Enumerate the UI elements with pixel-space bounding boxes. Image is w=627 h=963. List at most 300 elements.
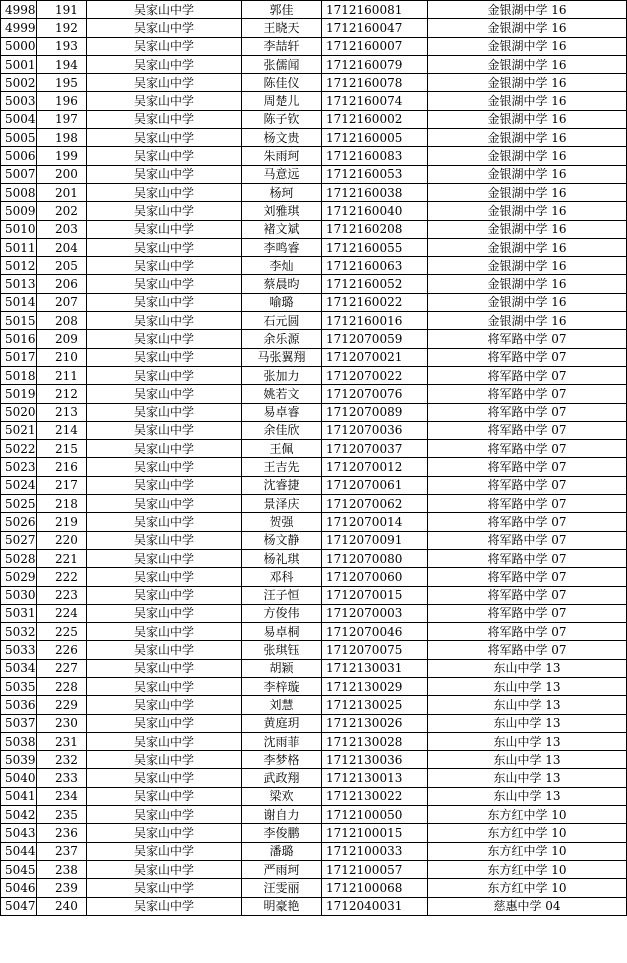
exam-site-cell: 将军路中学 07 [428, 348, 627, 366]
row-index-cell: 4998 [1, 1, 37, 19]
exam-id-cell: 1712070037 [322, 440, 428, 458]
school-cell: 吴家山中学 [87, 458, 242, 476]
school-cell: 吴家山中学 [87, 769, 242, 787]
student-name-cell: 黄庭玥 [242, 714, 322, 732]
school-cell: 吴家山中学 [87, 19, 242, 37]
seq-number-cell: 209 [37, 330, 87, 348]
exam-id-cell: 1712130029 [322, 677, 428, 695]
seq-number-cell: 213 [37, 403, 87, 421]
table-row [1, 732, 627, 750]
exam-site-cell: 金银湖中学 16 [428, 110, 627, 128]
table-row [1, 860, 627, 878]
seq-number-cell: 217 [37, 476, 87, 494]
exam-id-cell: 1712160063 [322, 257, 428, 275]
exam-site-cell: 将军路中学 07 [428, 440, 627, 458]
row-index-cell: 5018 [1, 366, 37, 384]
exam-id-cell: 1712130025 [322, 696, 428, 714]
seq-number-cell: 228 [37, 677, 87, 695]
row-index-cell: 5016 [1, 330, 37, 348]
exam-id-cell: 1712070003 [322, 604, 428, 622]
table-row [1, 366, 627, 384]
exam-id-cell: 1712130013 [322, 769, 428, 787]
student-name-cell: 石元圆 [242, 312, 322, 330]
row-index-cell: 5001 [1, 55, 37, 73]
student-name-cell: 褚文斌 [242, 220, 322, 238]
row-index-cell: 5020 [1, 403, 37, 421]
exam-id-cell: 1712070015 [322, 586, 428, 604]
school-cell: 吴家山中学 [87, 860, 242, 878]
school-cell: 吴家山中学 [87, 55, 242, 73]
row-index-cell: 5025 [1, 495, 37, 513]
exam-id-cell: 1712160007 [322, 37, 428, 55]
seq-number-cell: 223 [37, 586, 87, 604]
exam-id-cell: 1712100068 [322, 879, 428, 897]
table-row [1, 659, 627, 677]
school-cell: 吴家山中学 [87, 659, 242, 677]
school-cell: 吴家山中学 [87, 714, 242, 732]
seq-number-cell: 199 [37, 147, 87, 165]
row-index-cell: 5005 [1, 129, 37, 147]
school-cell: 吴家山中学 [87, 824, 242, 842]
seq-number-cell: 212 [37, 385, 87, 403]
table-row [1, 458, 627, 476]
table-row [1, 275, 627, 293]
exam-id-cell: 1712130031 [322, 659, 428, 677]
exam-id-cell: 1712160078 [322, 74, 428, 92]
school-cell: 吴家山中学 [87, 531, 242, 549]
table-row [1, 568, 627, 586]
student-name-cell: 沈睿捷 [242, 476, 322, 494]
table-row [1, 385, 627, 403]
exam-id-cell: 1712160081 [322, 1, 428, 19]
school-cell: 吴家山中学 [87, 92, 242, 110]
table-row [1, 806, 627, 824]
student-name-cell: 马张翼翔 [242, 348, 322, 366]
row-index-cell: 5006 [1, 147, 37, 165]
table-row [1, 897, 627, 915]
exam-site-cell: 将军路中学 07 [428, 531, 627, 549]
exam-id-cell: 1712070046 [322, 623, 428, 641]
school-cell: 吴家山中学 [87, 348, 242, 366]
row-index-cell: 5012 [1, 257, 37, 275]
school-cell: 吴家山中学 [87, 293, 242, 311]
seq-number-cell: 237 [37, 842, 87, 860]
table-row [1, 586, 627, 604]
row-index-cell: 5028 [1, 549, 37, 567]
student-name-cell: 杨文贵 [242, 129, 322, 147]
seq-number-cell: 236 [37, 824, 87, 842]
seq-number-cell: 193 [37, 37, 87, 55]
exam-site-cell: 金银湖中学 16 [428, 19, 627, 37]
table-row [1, 183, 627, 201]
table-row [1, 312, 627, 330]
row-index-cell: 5042 [1, 806, 37, 824]
table-row [1, 714, 627, 732]
row-index-cell: 5027 [1, 531, 37, 549]
exam-id-cell: 1712160083 [322, 147, 428, 165]
row-index-cell: 5040 [1, 769, 37, 787]
exam-id-cell: 1712070062 [322, 495, 428, 513]
exam-site-cell: 将军路中学 07 [428, 568, 627, 586]
exam-id-cell: 1712160079 [322, 55, 428, 73]
table-row [1, 513, 627, 531]
table-row [1, 879, 627, 897]
row-index-cell: 5013 [1, 275, 37, 293]
table-row [1, 604, 627, 622]
table-row [1, 202, 627, 220]
row-index-cell: 5033 [1, 641, 37, 659]
school-cell: 吴家山中学 [87, 549, 242, 567]
student-name-cell: 杨文静 [242, 531, 322, 549]
seq-number-cell: 220 [37, 531, 87, 549]
table-row [1, 677, 627, 695]
row-index-cell: 4999 [1, 19, 37, 37]
table-row [1, 549, 627, 567]
table-row [1, 257, 627, 275]
exam-id-cell: 1712160016 [322, 312, 428, 330]
exam-site-cell: 金银湖中学 16 [428, 275, 627, 293]
exam-id-cell: 1712070060 [322, 568, 428, 586]
student-name-cell: 余乐源 [242, 330, 322, 348]
student-name-cell: 李梦格 [242, 751, 322, 769]
row-index-cell: 5047 [1, 897, 37, 915]
row-index-cell: 5014 [1, 293, 37, 311]
row-index-cell: 5024 [1, 476, 37, 494]
school-cell: 吴家山中学 [87, 275, 242, 293]
seq-number-cell: 229 [37, 696, 87, 714]
student-name-cell: 潘璐 [242, 842, 322, 860]
seq-number-cell: 215 [37, 440, 87, 458]
table-row [1, 696, 627, 714]
student-name-cell: 张加力 [242, 366, 322, 384]
student-name-cell: 张琪钰 [242, 641, 322, 659]
seq-number-cell: 240 [37, 897, 87, 915]
row-index-cell: 5034 [1, 659, 37, 677]
exam-site-cell: 金银湖中学 16 [428, 37, 627, 55]
school-cell: 吴家山中学 [87, 897, 242, 915]
row-index-cell: 5019 [1, 385, 37, 403]
row-index-cell: 5043 [1, 824, 37, 842]
student-name-cell: 严雨珂 [242, 860, 322, 878]
school-cell: 吴家山中学 [87, 586, 242, 604]
exam-id-cell: 1712130036 [322, 751, 428, 769]
student-name-cell: 汪雯丽 [242, 879, 322, 897]
school-cell: 吴家山中学 [87, 238, 242, 256]
row-index-cell: 5046 [1, 879, 37, 897]
school-cell: 吴家山中学 [87, 440, 242, 458]
exam-id-cell: 1712070076 [322, 385, 428, 403]
table-row [1, 787, 627, 805]
seq-number-cell: 226 [37, 641, 87, 659]
exam-site-cell: 东山中学 13 [428, 696, 627, 714]
school-cell: 吴家山中学 [87, 147, 242, 165]
row-index-cell: 5022 [1, 440, 37, 458]
row-index-cell: 5026 [1, 513, 37, 531]
school-cell: 吴家山中学 [87, 513, 242, 531]
seq-number-cell: 222 [37, 568, 87, 586]
student-name-cell: 谢自力 [242, 806, 322, 824]
exam-id-cell: 1712070014 [322, 513, 428, 531]
row-index-cell: 5007 [1, 165, 37, 183]
student-name-cell: 余佳欣 [242, 421, 322, 439]
school-cell: 吴家山中学 [87, 696, 242, 714]
table-row [1, 751, 627, 769]
row-index-cell: 5030 [1, 586, 37, 604]
school-cell: 吴家山中学 [87, 495, 242, 513]
exam-id-cell: 1712070089 [322, 403, 428, 421]
exam-id-cell: 1712130028 [322, 732, 428, 750]
seq-number-cell: 195 [37, 74, 87, 92]
seq-number-cell: 234 [37, 787, 87, 805]
student-name-cell: 贺强 [242, 513, 322, 531]
student-name-cell: 武政翔 [242, 769, 322, 787]
seq-number-cell: 235 [37, 806, 87, 824]
student-name-cell: 杨珂 [242, 183, 322, 201]
exam-id-cell: 1712160052 [322, 275, 428, 293]
exam-site-cell: 金银湖中学 16 [428, 293, 627, 311]
school-cell: 吴家山中学 [87, 366, 242, 384]
exam-site-cell: 将军路中学 07 [428, 458, 627, 476]
row-index-cell: 5002 [1, 74, 37, 92]
table-row [1, 623, 627, 641]
exam-id-cell: 1712070012 [322, 458, 428, 476]
exam-site-cell: 将军路中学 07 [428, 385, 627, 403]
seq-number-cell: 218 [37, 495, 87, 513]
exam-site-cell: 东山中学 13 [428, 732, 627, 750]
exam-site-cell: 将军路中学 07 [428, 604, 627, 622]
exam-site-cell: 金银湖中学 16 [428, 183, 627, 201]
row-index-cell: 5011 [1, 238, 37, 256]
seq-number-cell: 221 [37, 549, 87, 567]
table-row [1, 440, 627, 458]
seq-number-cell: 230 [37, 714, 87, 732]
student-name-cell: 邓科 [242, 568, 322, 586]
row-index-cell: 5041 [1, 787, 37, 805]
exam-site-cell: 东方红中学 10 [428, 824, 627, 842]
exam-id-cell: 1712070021 [322, 348, 428, 366]
exam-id-cell: 1712100015 [322, 824, 428, 842]
table-row [1, 238, 627, 256]
table-row [1, 769, 627, 787]
seq-number-cell: 204 [37, 238, 87, 256]
seq-number-cell: 192 [37, 19, 87, 37]
row-index-cell: 5037 [1, 714, 37, 732]
seq-number-cell: 194 [37, 55, 87, 73]
exam-id-cell: 1712160002 [322, 110, 428, 128]
student-name-cell: 李鸣睿 [242, 238, 322, 256]
exam-site-cell: 将军路中学 07 [428, 495, 627, 513]
seq-number-cell: 207 [37, 293, 87, 311]
exam-site-cell: 东山中学 13 [428, 659, 627, 677]
row-index-cell: 5031 [1, 604, 37, 622]
seq-number-cell: 210 [37, 348, 87, 366]
exam-site-cell: 东方红中学 10 [428, 806, 627, 824]
seq-number-cell: 219 [37, 513, 87, 531]
exam-site-cell: 东山中学 13 [428, 714, 627, 732]
row-index-cell: 5021 [1, 421, 37, 439]
exam-site-cell: 东方红中学 10 [428, 842, 627, 860]
student-name-cell: 景泽庆 [242, 495, 322, 513]
table-row [1, 55, 627, 73]
row-index-cell: 5045 [1, 860, 37, 878]
table-row [1, 641, 627, 659]
school-cell: 吴家山中学 [87, 312, 242, 330]
seq-number-cell: 216 [37, 458, 87, 476]
school-cell: 吴家山中学 [87, 476, 242, 494]
exam-site-cell: 将军路中学 07 [428, 403, 627, 421]
student-name-cell: 杨礼琪 [242, 549, 322, 567]
student-name-cell: 姚若文 [242, 385, 322, 403]
score-table-body [1, 1, 627, 916]
table-row [1, 330, 627, 348]
seq-number-cell: 201 [37, 183, 87, 201]
seq-number-cell: 214 [37, 421, 87, 439]
school-cell: 吴家山中学 [87, 732, 242, 750]
row-index-cell: 5000 [1, 37, 37, 55]
exam-id-cell: 1712160038 [322, 183, 428, 201]
student-name-cell: 易卓睿 [242, 403, 322, 421]
exam-site-cell: 东山中学 13 [428, 751, 627, 769]
student-name-cell: 方俊伟 [242, 604, 322, 622]
table-row [1, 92, 627, 110]
table-row [1, 403, 627, 421]
exam-site-cell: 金银湖中学 16 [428, 220, 627, 238]
row-index-cell: 5044 [1, 842, 37, 860]
exam-id-cell: 1712160022 [322, 293, 428, 311]
table-row [1, 110, 627, 128]
exam-id-cell: 1712040031 [322, 897, 428, 915]
table-row [1, 495, 627, 513]
student-name-cell: 马意远 [242, 165, 322, 183]
school-cell: 吴家山中学 [87, 257, 242, 275]
school-cell: 吴家山中学 [87, 568, 242, 586]
seq-number-cell: 191 [37, 1, 87, 19]
seq-number-cell: 208 [37, 312, 87, 330]
exam-site-cell: 金银湖中学 16 [428, 1, 627, 19]
exam-site-cell: 将军路中学 07 [428, 641, 627, 659]
row-index-cell: 5015 [1, 312, 37, 330]
school-cell: 吴家山中学 [87, 183, 242, 201]
exam-site-cell: 将军路中学 07 [428, 476, 627, 494]
seq-number-cell: 224 [37, 604, 87, 622]
exam-id-cell: 1712160074 [322, 92, 428, 110]
row-index-cell: 5039 [1, 751, 37, 769]
table-row [1, 421, 627, 439]
student-name-cell: 刘慧 [242, 696, 322, 714]
school-cell: 吴家山中学 [87, 623, 242, 641]
seq-number-cell: 196 [37, 92, 87, 110]
row-index-cell: 5010 [1, 220, 37, 238]
student-name-cell: 王吉先 [242, 458, 322, 476]
exam-site-cell: 将军路中学 07 [428, 421, 627, 439]
student-name-cell: 张儒闻 [242, 55, 322, 73]
student-name-cell: 易卓桐 [242, 623, 322, 641]
exam-site-cell: 将军路中学 07 [428, 366, 627, 384]
school-cell: 吴家山中学 [87, 879, 242, 897]
table-row [1, 1, 627, 19]
table-row [1, 19, 627, 37]
school-cell: 吴家山中学 [87, 677, 242, 695]
exam-id-cell: 1712130026 [322, 714, 428, 732]
exam-site-cell: 东方红中学 10 [428, 860, 627, 878]
seq-number-cell: 200 [37, 165, 87, 183]
student-name-cell: 李梓璇 [242, 677, 322, 695]
exam-id-cell: 1712160005 [322, 129, 428, 147]
seq-number-cell: 198 [37, 129, 87, 147]
exam-site-cell: 将军路中学 07 [428, 549, 627, 567]
school-cell: 吴家山中学 [87, 202, 242, 220]
exam-site-cell: 金银湖中学 16 [428, 257, 627, 275]
table-row [1, 165, 627, 183]
table-row [1, 476, 627, 494]
exam-site-cell: 金银湖中学 16 [428, 74, 627, 92]
exam-id-cell: 1712070022 [322, 366, 428, 384]
seq-number-cell: 238 [37, 860, 87, 878]
table-row [1, 293, 627, 311]
exam-id-cell: 1712070091 [322, 531, 428, 549]
exam-site-cell: 金银湖中学 16 [428, 92, 627, 110]
table-row [1, 842, 627, 860]
student-name-cell: 陈子钦 [242, 110, 322, 128]
seq-number-cell: 197 [37, 110, 87, 128]
exam-site-cell: 东山中学 13 [428, 677, 627, 695]
school-cell: 吴家山中学 [87, 806, 242, 824]
seq-number-cell: 231 [37, 732, 87, 750]
exam-site-cell: 东山中学 13 [428, 787, 627, 805]
exam-id-cell: 1712160040 [322, 202, 428, 220]
exam-site-cell: 金银湖中学 16 [428, 55, 627, 73]
row-index-cell: 5003 [1, 92, 37, 110]
student-name-cell: 陈佳仪 [242, 74, 322, 92]
student-name-cell: 周楚儿 [242, 92, 322, 110]
school-cell: 吴家山中学 [87, 604, 242, 622]
student-name-cell: 王晓天 [242, 19, 322, 37]
school-cell: 吴家山中学 [87, 1, 242, 19]
student-name-cell: 明豪艳 [242, 897, 322, 915]
seq-number-cell: 205 [37, 257, 87, 275]
exam-site-cell: 金银湖中学 16 [428, 129, 627, 147]
exam-site-cell: 金银湖中学 16 [428, 147, 627, 165]
school-cell: 吴家山中学 [87, 385, 242, 403]
school-cell: 吴家山中学 [87, 129, 242, 147]
school-cell: 吴家山中学 [87, 165, 242, 183]
table-row [1, 824, 627, 842]
row-index-cell: 5029 [1, 568, 37, 586]
school-cell: 吴家山中学 [87, 641, 242, 659]
school-cell: 吴家山中学 [87, 751, 242, 769]
student-name-cell: 蔡晨昀 [242, 275, 322, 293]
exam-id-cell: 1712100057 [322, 860, 428, 878]
student-name-cell: 李喆轩 [242, 37, 322, 55]
exam-id-cell: 1712070059 [322, 330, 428, 348]
exam-id-cell: 1712100033 [322, 842, 428, 860]
exam-id-cell: 1712100050 [322, 806, 428, 824]
school-cell: 吴家山中学 [87, 74, 242, 92]
exam-id-cell: 1712070080 [322, 549, 428, 567]
seq-number-cell: 233 [37, 769, 87, 787]
student-name-cell: 刘雅琪 [242, 202, 322, 220]
school-cell: 吴家山中学 [87, 403, 242, 421]
seq-number-cell: 225 [37, 623, 87, 641]
school-cell: 吴家山中学 [87, 110, 242, 128]
exam-site-cell: 金银湖中学 16 [428, 238, 627, 256]
row-index-cell: 5032 [1, 623, 37, 641]
school-cell: 吴家山中学 [87, 842, 242, 860]
school-cell: 吴家山中学 [87, 37, 242, 55]
exam-site-cell: 将军路中学 07 [428, 586, 627, 604]
exam-id-cell: 1712160208 [322, 220, 428, 238]
student-name-cell: 李灿 [242, 257, 322, 275]
